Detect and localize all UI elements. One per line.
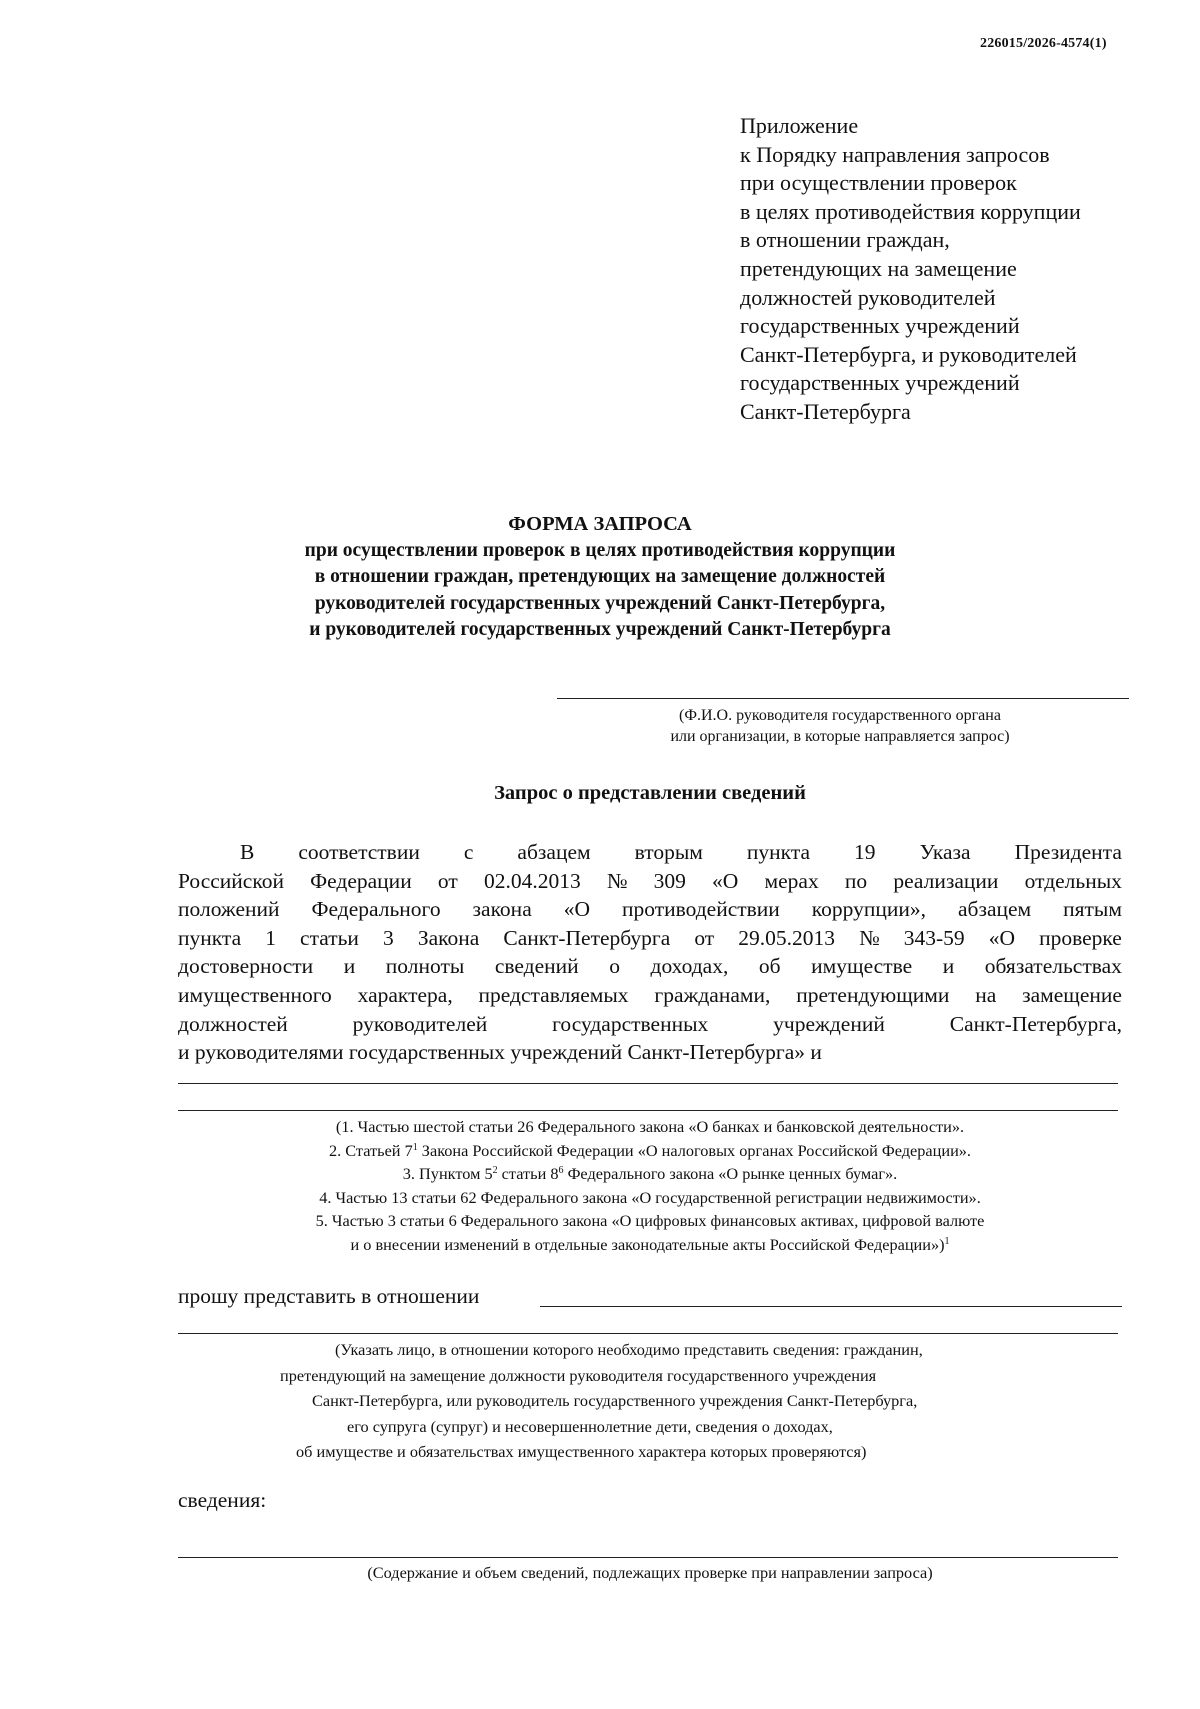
paragraph-word: Президента [1014, 840, 1122, 864]
paragraph-word: сведений [494, 954, 579, 979]
paragraph-word: претендующими [796, 982, 950, 1007]
paragraph-word: пункта [746, 840, 811, 864]
paragraph-word: с [463, 840, 474, 864]
reference-line: 3. Пунктом $5^2$ статьи $8^6$ Федерального закона «О рынке ценных бумаг». [402, 1164, 898, 1183]
appendix-line: Санкт-Петербурга [740, 398, 911, 424]
paragraph-line [178, 952, 1122, 981]
paragraph-word: характера, [357, 982, 453, 1007]
reference-line: (1. Частью шестой статьи 26 Федерального закона «О банках и банковской деятельности». [335, 1117, 965, 1136]
paragraph-word: «О [988, 925, 1015, 950]
appendix-line: Приложение [740, 113, 859, 138]
paragraph-line [178, 1010, 1122, 1039]
person-caption-line: Санкт-Петербурга, или руководитель государственного учреждения Санкт-Петербурга, [312, 1391, 918, 1410]
paragraph-word: на [975, 982, 997, 1007]
appendix-line: к Порядку направления запросов [740, 141, 1050, 167]
person-caption-line: претендующий на замещение должности руководителя государственного учреждения [280, 1365, 877, 1385]
fio-blank-line [557, 698, 1129, 699]
paragraph-word: должностей [178, 1011, 288, 1036]
paragraph-word: Санкт-Петербурга, [949, 1011, 1122, 1036]
paragraph-word: абзацем [517, 840, 591, 864]
paragraph-word: и [343, 954, 356, 979]
paragraph-word: Федерального [311, 897, 441, 922]
request-title: Запрос о представлении сведений [494, 782, 806, 804]
form-title-main: ФОРМА ЗАПРОСА [508, 513, 692, 535]
legal-references [178, 1115, 1122, 1256]
paragraph-word: «О [563, 897, 590, 922]
paragraph-word: доходах, [650, 954, 729, 979]
fio-caption-line: (Ф.И.О. руководителя государственного органа [679, 707, 1001, 724]
paragraph-word: 309 [653, 868, 686, 893]
paragraph-line [178, 867, 1122, 896]
request-label: прошу представить в отношении [178, 1284, 480, 1308]
paragraph-word: 19 [854, 840, 876, 864]
appendix-line: должностей руководителей [740, 284, 996, 310]
paragraph-word: № [606, 868, 628, 893]
document-number: 226015/2026-4574(1) [980, 36, 1107, 51]
paragraph-word: абзацем [957, 897, 1032, 922]
paragraph-word: о [609, 954, 620, 979]
paragraph-word: В [240, 840, 255, 864]
paragraph-word: замещение [1022, 982, 1122, 1007]
appendix-line: государственных учреждений [740, 370, 1020, 396]
person-caption [178, 1337, 1122, 1465]
paragraph-line: и руководителями государственных учреждений Санкт-Петербурга» и [178, 1040, 822, 1065]
paragraph-word: 1 [265, 925, 276, 950]
paragraph-word: статьи [300, 925, 359, 950]
reference-line: 2. Статьей $7^1$ Закона Российской Федерации «О налоговых органах Российской Федерации». [328, 1140, 972, 1160]
appendix-line: в отношении граждан, [740, 227, 950, 253]
reference-line: 4. Частью 13 статьи 62 Федерального закона «О государственной регистрации недвижимости». [319, 1187, 981, 1207]
person-caption-line: (Указать лицо, в отношении которого необходимо представить сведения: гражданин, [335, 1340, 923, 1359]
paragraph-word: от [694, 925, 715, 950]
paragraph-word: Федерации [310, 868, 412, 893]
paragraph-word: 29.05.2013 [738, 925, 836, 950]
paragraph-word: закона [472, 897, 532, 922]
paragraph-word: об [758, 954, 781, 979]
paragraph-word: положений [178, 897, 280, 922]
paragraph-word: имуществе [811, 954, 913, 979]
paragraph-word: государственных [552, 1011, 709, 1036]
paragraph-word: 02.04.2013 [483, 868, 581, 893]
info-blank-line [178, 1557, 1118, 1558]
paragraph-word: руководителей [352, 1011, 488, 1036]
paragraph-word: Российской [178, 868, 284, 893]
paragraph-word: от [437, 868, 458, 893]
appendix-block [740, 112, 1081, 427]
appendix-line: Санкт-Петербурга, и руководителей [740, 341, 1077, 367]
paragraph-word: противодействии [621, 897, 780, 922]
paragraph-word: представляемых [478, 982, 629, 1007]
paragraph-word: пункта [178, 925, 242, 950]
paragraph-line [178, 838, 1122, 867]
person-caption-line: его супруга (супруг) и несовершеннолетние дети, сведения о доходах, [347, 1416, 833, 1436]
form-title [175, 511, 1025, 644]
content-caption: (Содержание и объем сведений, подлежащих проверке при направлении запроса) [367, 1563, 933, 1582]
paragraph-word: Указа [919, 840, 971, 864]
paragraph-word: «О [712, 868, 739, 893]
paragraph-word: отдельных [1024, 868, 1122, 893]
main-paragraph [178, 838, 1122, 1067]
appendix-line: государственных учреждений [740, 313, 1020, 339]
paragraph-word: достоверности [178, 954, 314, 979]
paragraph-word: соответствии [298, 840, 420, 864]
paragraph-word: № [859, 925, 880, 950]
paragraph-word: Закона [417, 925, 480, 950]
paragraph-line [178, 895, 1122, 924]
reference-line: 5. Частью 3 статьи 6 Федерального закона «О цифровых финансовых активах, цифровой валюте [315, 1211, 985, 1230]
info-label: сведения: [178, 1488, 267, 1512]
fio-caption-line: или организации, в которые направляется запрос) [670, 728, 1010, 745]
paragraph-word: мерах [764, 868, 819, 893]
person-caption-line: об имуществе и обязательствах имущественного характера которых проверяются) [296, 1442, 867, 1461]
blank-line [178, 1083, 1118, 1084]
paragraph-word: имущественного [178, 982, 332, 1007]
appendix-line: претендующих на замещение [740, 255, 1017, 281]
paragraph-word: полноты [385, 954, 465, 979]
person-blank-line-2 [178, 1333, 1118, 1334]
blank-line [178, 1110, 1118, 1111]
form-title-line: и руководителей государственных учреждений Санкт-Петербурга [309, 619, 891, 640]
person-blank-line [540, 1306, 1122, 1307]
paragraph-word: учреждений [773, 1011, 885, 1036]
paragraph-word: и [942, 954, 955, 979]
reference-line: и о внесении изменений в отдельные законодательные акты Российской Федерации»)$^1$ [350, 1234, 950, 1254]
paragraph-word: проверке [1039, 925, 1122, 950]
paragraph-word: Санкт-Петербурга [503, 925, 671, 950]
paragraph-line [178, 981, 1122, 1010]
paragraph-line [178, 924, 1122, 953]
form-title-line: при осуществлении проверок в целях противодействия коррупции [304, 539, 896, 561]
paragraph-word: 3 [383, 925, 394, 950]
form-title-line: в отношении граждан, претендующих на замещение должностей [314, 566, 886, 587]
paragraph-word: реализации [893, 868, 999, 893]
appendix-line: при осуществлении проверок [740, 170, 1017, 196]
fio-caption [560, 705, 1120, 747]
paragraph-word: вторым [634, 840, 703, 864]
paragraph-word: коррупции», [811, 897, 927, 922]
form-title-line: руководителей государственных учреждений Санкт-Петербурга, [314, 592, 886, 614]
paragraph-word: гражданами, [654, 982, 771, 1007]
paragraph-word: обязательствах [984, 954, 1122, 979]
paragraph-word: пятым [1063, 897, 1122, 922]
paragraph-word: по [844, 868, 868, 893]
appendix-line: в целях противодействия коррупции [740, 198, 1081, 224]
paragraph-word: 343-59 [903, 925, 965, 950]
